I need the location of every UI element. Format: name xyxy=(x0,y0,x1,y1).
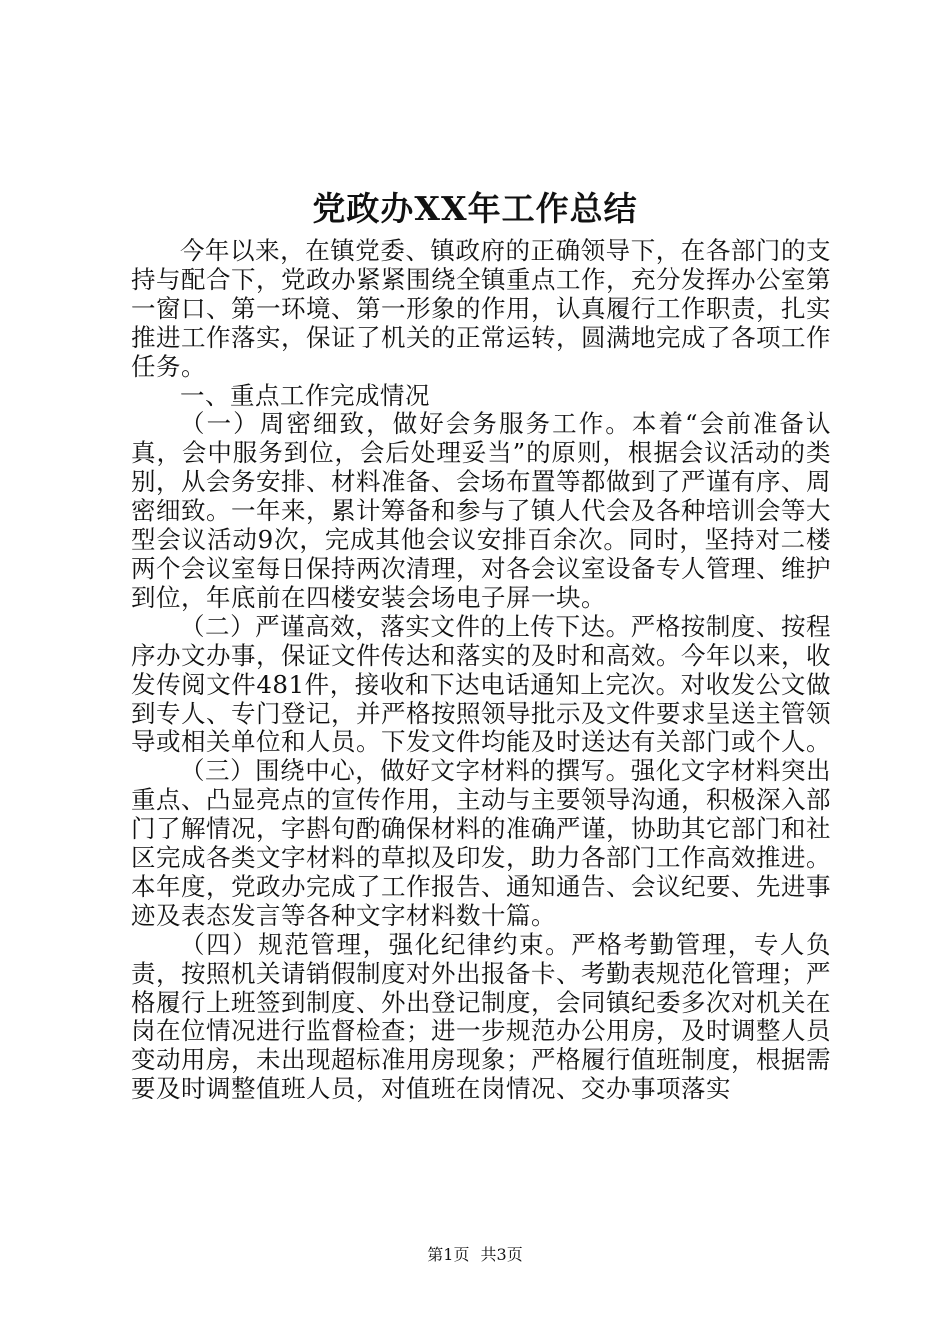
page-footer xyxy=(0,1244,950,1266)
page-total: 共3页 xyxy=(480,1245,523,1264)
paragraph-item-4: （四）规范管理，强化纪律约束。严格考勤管理，专人负责，按照机关请销假制度对外出报备卡、考勤表规范化管理；严格履行上班签到制度、外出登记制度，会同镇纪委多次对机关在岗在位情况进行监督检查；进一步规范办公用房，及时调整人员变动用房，未出现超标准用房现象；严格履行值班制度，根据需要及时调整值班人员，对值班在岗情况、交办事项落实 xyxy=(131,929,831,1104)
paragraph-intro: 今年以来，在镇党委、镇政府的正确领导下，在各部门的支持与配合下，党政办紧紧围绕全镇重点工作，充分发挥办公室第一窗口、第一环境、第一形象的作用，认真履行工作职责，扎实推进工作落实，保证了机关的正常运转，圆满地完成了各项工作任务。 xyxy=(131,236,831,381)
paragraph-item-2: （二）严谨高效，落实文件的上传下达。严格按制度、按程序办文办事，保证文件传达和落实的及时和高效。今年以来，收发传阅文件481件，接收和下达电话通知上完次。对收发公文做到专人、专门登记，并严格按照领导批示及文件要求呈送主管领导或相关单位和人员。下发文件均能及时送达有关部门或个人。 xyxy=(131,611,831,757)
paragraph-item-3: （三）围绕中心，做好文字材料的撰写。强化文字材料突出重点、凸显亮点的宣传作用，主动与主要领导沟通，积极深入部门了解情况，字斟句酌确保材料的准确严谨，协助其它部门和社区完成各类文字材料的草拟及印发，助力各部门工作高效推进。本年度，党政办完成了工作报告、通知通告、会议纪要、先进事迹及表态发言等各种文字材料数十篇。 xyxy=(131,756,831,930)
document-body xyxy=(131,237,831,1104)
page-title: 党政办XX年工作总结 xyxy=(312,189,638,228)
section-heading: 一、重点工作完成情况 xyxy=(180,380,430,410)
page-number: 第1页 xyxy=(427,1245,470,1264)
paragraph-item-1: （一）周密细致，做好会务服务工作。本着“会前准备认真，会中服务到位，会后处理妥当”的原则，根据会议活动的类别，从会务安排、材料准备、会场布置等都做到了严谨有序、周密细致。一年来，累计筹备和参与了镇人代会及各种培训会等大型会议活动9次，完成其他会议安排百余次。同时，坚持对二楼两个会议室每日保持两次清理，对各会议室设备专人管理、维护到位，年底前在四楼安装会场电子屏一块。 xyxy=(131,409,831,612)
